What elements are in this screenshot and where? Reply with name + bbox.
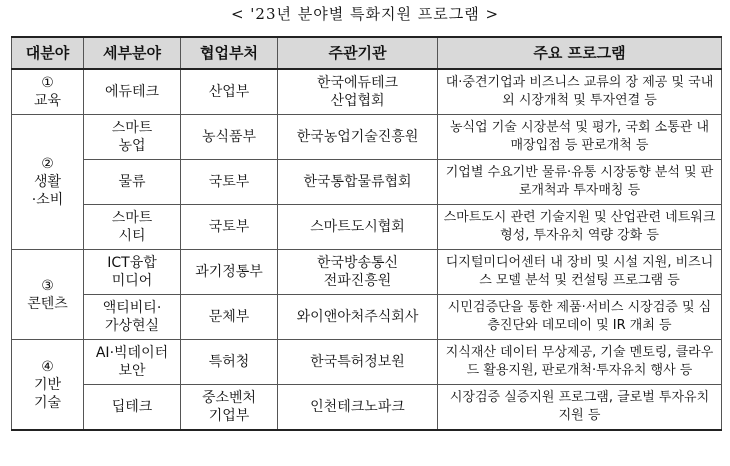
table-row	[12, 115, 722, 160]
table-row	[12, 160, 722, 205]
subfield-cell: 액티비티· 가상현실	[84, 295, 181, 340]
subfield-cell: 에듀테크	[84, 69, 181, 115]
subfield-cell: 스마트 시티	[84, 205, 181, 250]
organization-cell: 한국방송통신 전파진흥원	[278, 250, 438, 295]
program-cell: 시장검증 실증지원 프로그램, 글로벌 투자유치 지원 등	[438, 385, 722, 431]
organization-cell: 와이앤아처주식회사	[278, 295, 438, 340]
program-table	[11, 36, 722, 431]
subfield-cell: AI·빅데이터 보안	[84, 340, 181, 385]
ministry-cell: 문체부	[181, 295, 278, 340]
organization-cell: 인천테크노파크	[278, 385, 438, 431]
organization-cell: 한국특허정보원	[278, 340, 438, 385]
category-number: ②	[41, 156, 54, 172]
header-row	[12, 37, 722, 69]
subfield-cell: 딥테크	[84, 385, 181, 431]
subfield-cell: 물류	[84, 160, 181, 205]
program-cell: 디지털미디어센터 내 장비 및 시설 지원, 비즈니스 모델 분석 및 컨설팅 프로그램 등	[438, 250, 722, 295]
category-cell	[12, 69, 84, 115]
table-row	[12, 295, 722, 340]
category-cell	[12, 340, 84, 431]
category-name: 콘텐츠	[27, 295, 68, 312]
organization-cell: 스마트도시협회	[278, 205, 438, 250]
header-organization: 주관기관	[278, 37, 438, 69]
ministry-cell: 과기정통부	[181, 250, 278, 295]
header-subfield: 세부분야	[84, 37, 181, 69]
table-row	[12, 340, 722, 385]
page-title: < '23년 분야별 특화지원 프로그램 >	[230, 5, 500, 23]
organization-cell: 한국에듀테크 산업협회	[278, 69, 438, 115]
category-cell	[12, 250, 84, 340]
table-row	[12, 205, 722, 250]
program-cell: 대·중견기업과 비즈니스 교류의 장 제공 및 국내외 시장개척 및 투자연결 등	[438, 69, 722, 115]
category-name: 기반 기술	[33, 376, 62, 411]
table-row	[12, 385, 722, 431]
program-cell: 시민검증단을 통한 제품·서비스 시장검증 및 심층진단와 데모데이 및 IR 개최 등	[438, 295, 722, 340]
subfield-cell: 스마트 농업	[84, 115, 181, 160]
category-number: ③	[41, 277, 54, 294]
category-cell	[12, 115, 84, 250]
organization-cell: 한국통합물류협회	[278, 160, 438, 205]
ministry-cell: 중소벤처 기업부	[181, 385, 278, 431]
ministry-cell: 특허청	[181, 340, 278, 385]
header-ministry: 협업부처	[181, 37, 278, 69]
ministry-cell: 국토부	[181, 205, 278, 250]
category-name: 교육	[33, 93, 62, 109]
ministry-cell: 산업부	[181, 69, 278, 115]
program-cell: 농식업 기술 시장분석 및 평가, 국회 소통관 내 매장입점 등 판로개척 등	[438, 115, 722, 160]
program-cell: 지식재산 데이터 무상제공, 기술 멘토링, 클라우드 활용지원, 판로개척·투자유치 행사 등	[438, 340, 722, 385]
organization-cell: 한국농업기술진흥원	[278, 115, 438, 160]
subfield-cell: ICT융합 미디어	[84, 250, 181, 295]
ministry-cell: 국토부	[181, 160, 278, 205]
table-row	[12, 69, 722, 115]
ministry-cell: 농식품부	[181, 115, 278, 160]
program-cell: 스마트도시 관련 기술지원 및 산업관련 네트워크 형성, 투자유치 역량 강화 등	[438, 205, 722, 250]
table-row	[12, 250, 722, 295]
header-program: 주요 프로그램	[438, 37, 722, 69]
category-number: ①	[41, 75, 54, 91]
category-name: 생활 ·소비	[31, 174, 64, 208]
program-cell: 기업별 수요기반 물류·유통 시장동향 분석 및 판로개척과 투자매칭 등	[438, 160, 722, 205]
category-number: ④	[41, 358, 54, 375]
header-category: 대분야	[12, 37, 84, 69]
